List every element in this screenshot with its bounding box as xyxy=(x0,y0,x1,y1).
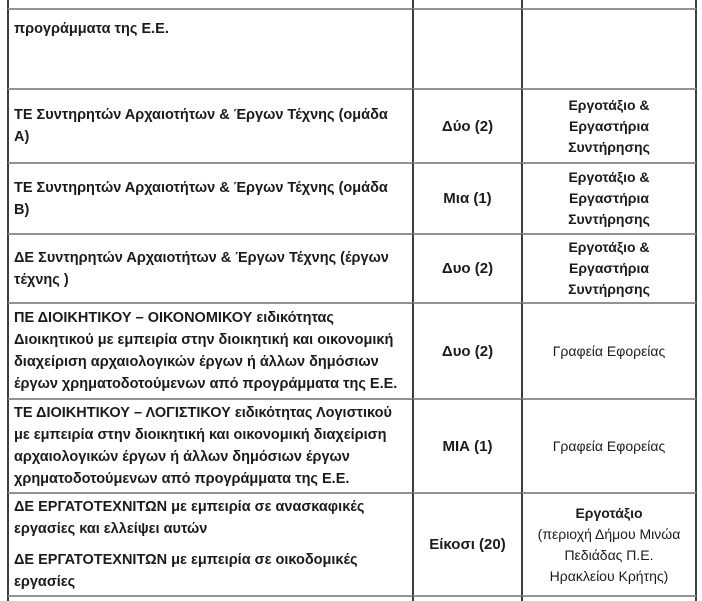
table-row-sliver-top xyxy=(7,0,697,8)
table-row xyxy=(7,233,697,302)
count-cell xyxy=(412,8,521,88)
count-cell: Είκοσι (20) xyxy=(412,492,521,595)
count-cell: Μια (1) xyxy=(412,162,521,233)
location-cell xyxy=(521,492,697,595)
position-paragraph: ΔΕ ΕΡΓΑΤΟΤΕΧΝΙΤΩΝ με εμπειρία σε ανασκαφικές εργασίες και ελλείψει αυτών xyxy=(14,499,365,537)
position-cell: ΤΕ Συντηρητών Αρχαιοτήτων & Έργων Τέχνης (ομάδα Α) xyxy=(7,88,412,162)
count-cell xyxy=(412,595,521,601)
location-cell xyxy=(521,8,697,88)
table-row xyxy=(7,398,697,492)
position-cell xyxy=(7,0,412,8)
location-cell: Γραφεία Εφορείας xyxy=(521,398,697,492)
position-cell xyxy=(7,492,412,595)
location-cell: Εργοτάξιο & Εργαστήρια Συντήρησης xyxy=(521,88,697,162)
location-title: Εργοτάξιο xyxy=(575,504,643,521)
position-cell: ΔΕ Συντηρητών Αρχαιοτήτων & Έργων Τέχνης (έργων τέχνης ) xyxy=(7,233,412,302)
location-cell xyxy=(521,0,697,8)
position-cell: ΤΕ ΔΙΟΙΚΗΤΙΚΟΥ – ΛΟΓΙΣΤΙΚΟΥ ειδικότητας Λογιστικού με εμπειρία στην διοικητική και οικονομική διαχείριση αρχαιολογικών έργων ή άλλων δημόσιων έργων χρηματοδοτούμενων από προγράμματα της Ε.Ε. xyxy=(7,398,412,492)
document-table xyxy=(7,0,697,601)
count-cell: ΜΙΑ (1) xyxy=(412,398,521,492)
position-paragraph: ΔΕ ΕΡΓΑΤΟΤΕΧΝΙΤΩΝ με εμπειρία σε οικοδομικές εργασίες xyxy=(14,552,358,590)
count-cell: Δυο (2) xyxy=(412,302,521,398)
table-row xyxy=(7,492,697,595)
count-cell: Δυο (2) xyxy=(412,233,521,302)
position-cell xyxy=(7,595,412,601)
location-cell: Εργοτάξιο & Εργαστήρια Συντήρησης xyxy=(521,233,697,302)
count-cell xyxy=(412,0,521,8)
table-row xyxy=(7,88,697,162)
location-cell: Εργοτάξιο & Εργαστήρια Συντήρησης xyxy=(521,162,697,233)
location-cell: Γραφεία Εφορείας xyxy=(521,302,697,398)
table-row xyxy=(7,162,697,233)
position-cell: προγράμματα της Ε.Ε. xyxy=(7,8,412,88)
table-row-sliver-bottom xyxy=(7,595,697,601)
table-row xyxy=(7,302,697,398)
location-detail: (περιοχή Δήμου Μινώα Πεδιάδας Π.Ε. Ηρακλείου Κρήτης) xyxy=(537,525,681,584)
position-cell: ΤΕ Συντηρητών Αρχαιοτήτων & Έργων Τέχνης (ομάδα Β) xyxy=(7,162,412,233)
count-cell: Δύο (2) xyxy=(412,88,521,162)
position-cell: ΠΕ ΔΙΟΙΚΗΤΙΚΟΥ – ΟΙΚΟΝΟΜΙΚΟΥ ειδικότητας Διοικητικού με εμπειρία στην διοικητική και οικονομική διαχείριση αρχαιολογικών έργων ή άλλων δημόσιων έργων χρηματοδοτούμενων από προγράμματα της Ε.Ε. xyxy=(7,302,412,398)
location-cell xyxy=(521,595,697,601)
table-row xyxy=(7,8,697,88)
